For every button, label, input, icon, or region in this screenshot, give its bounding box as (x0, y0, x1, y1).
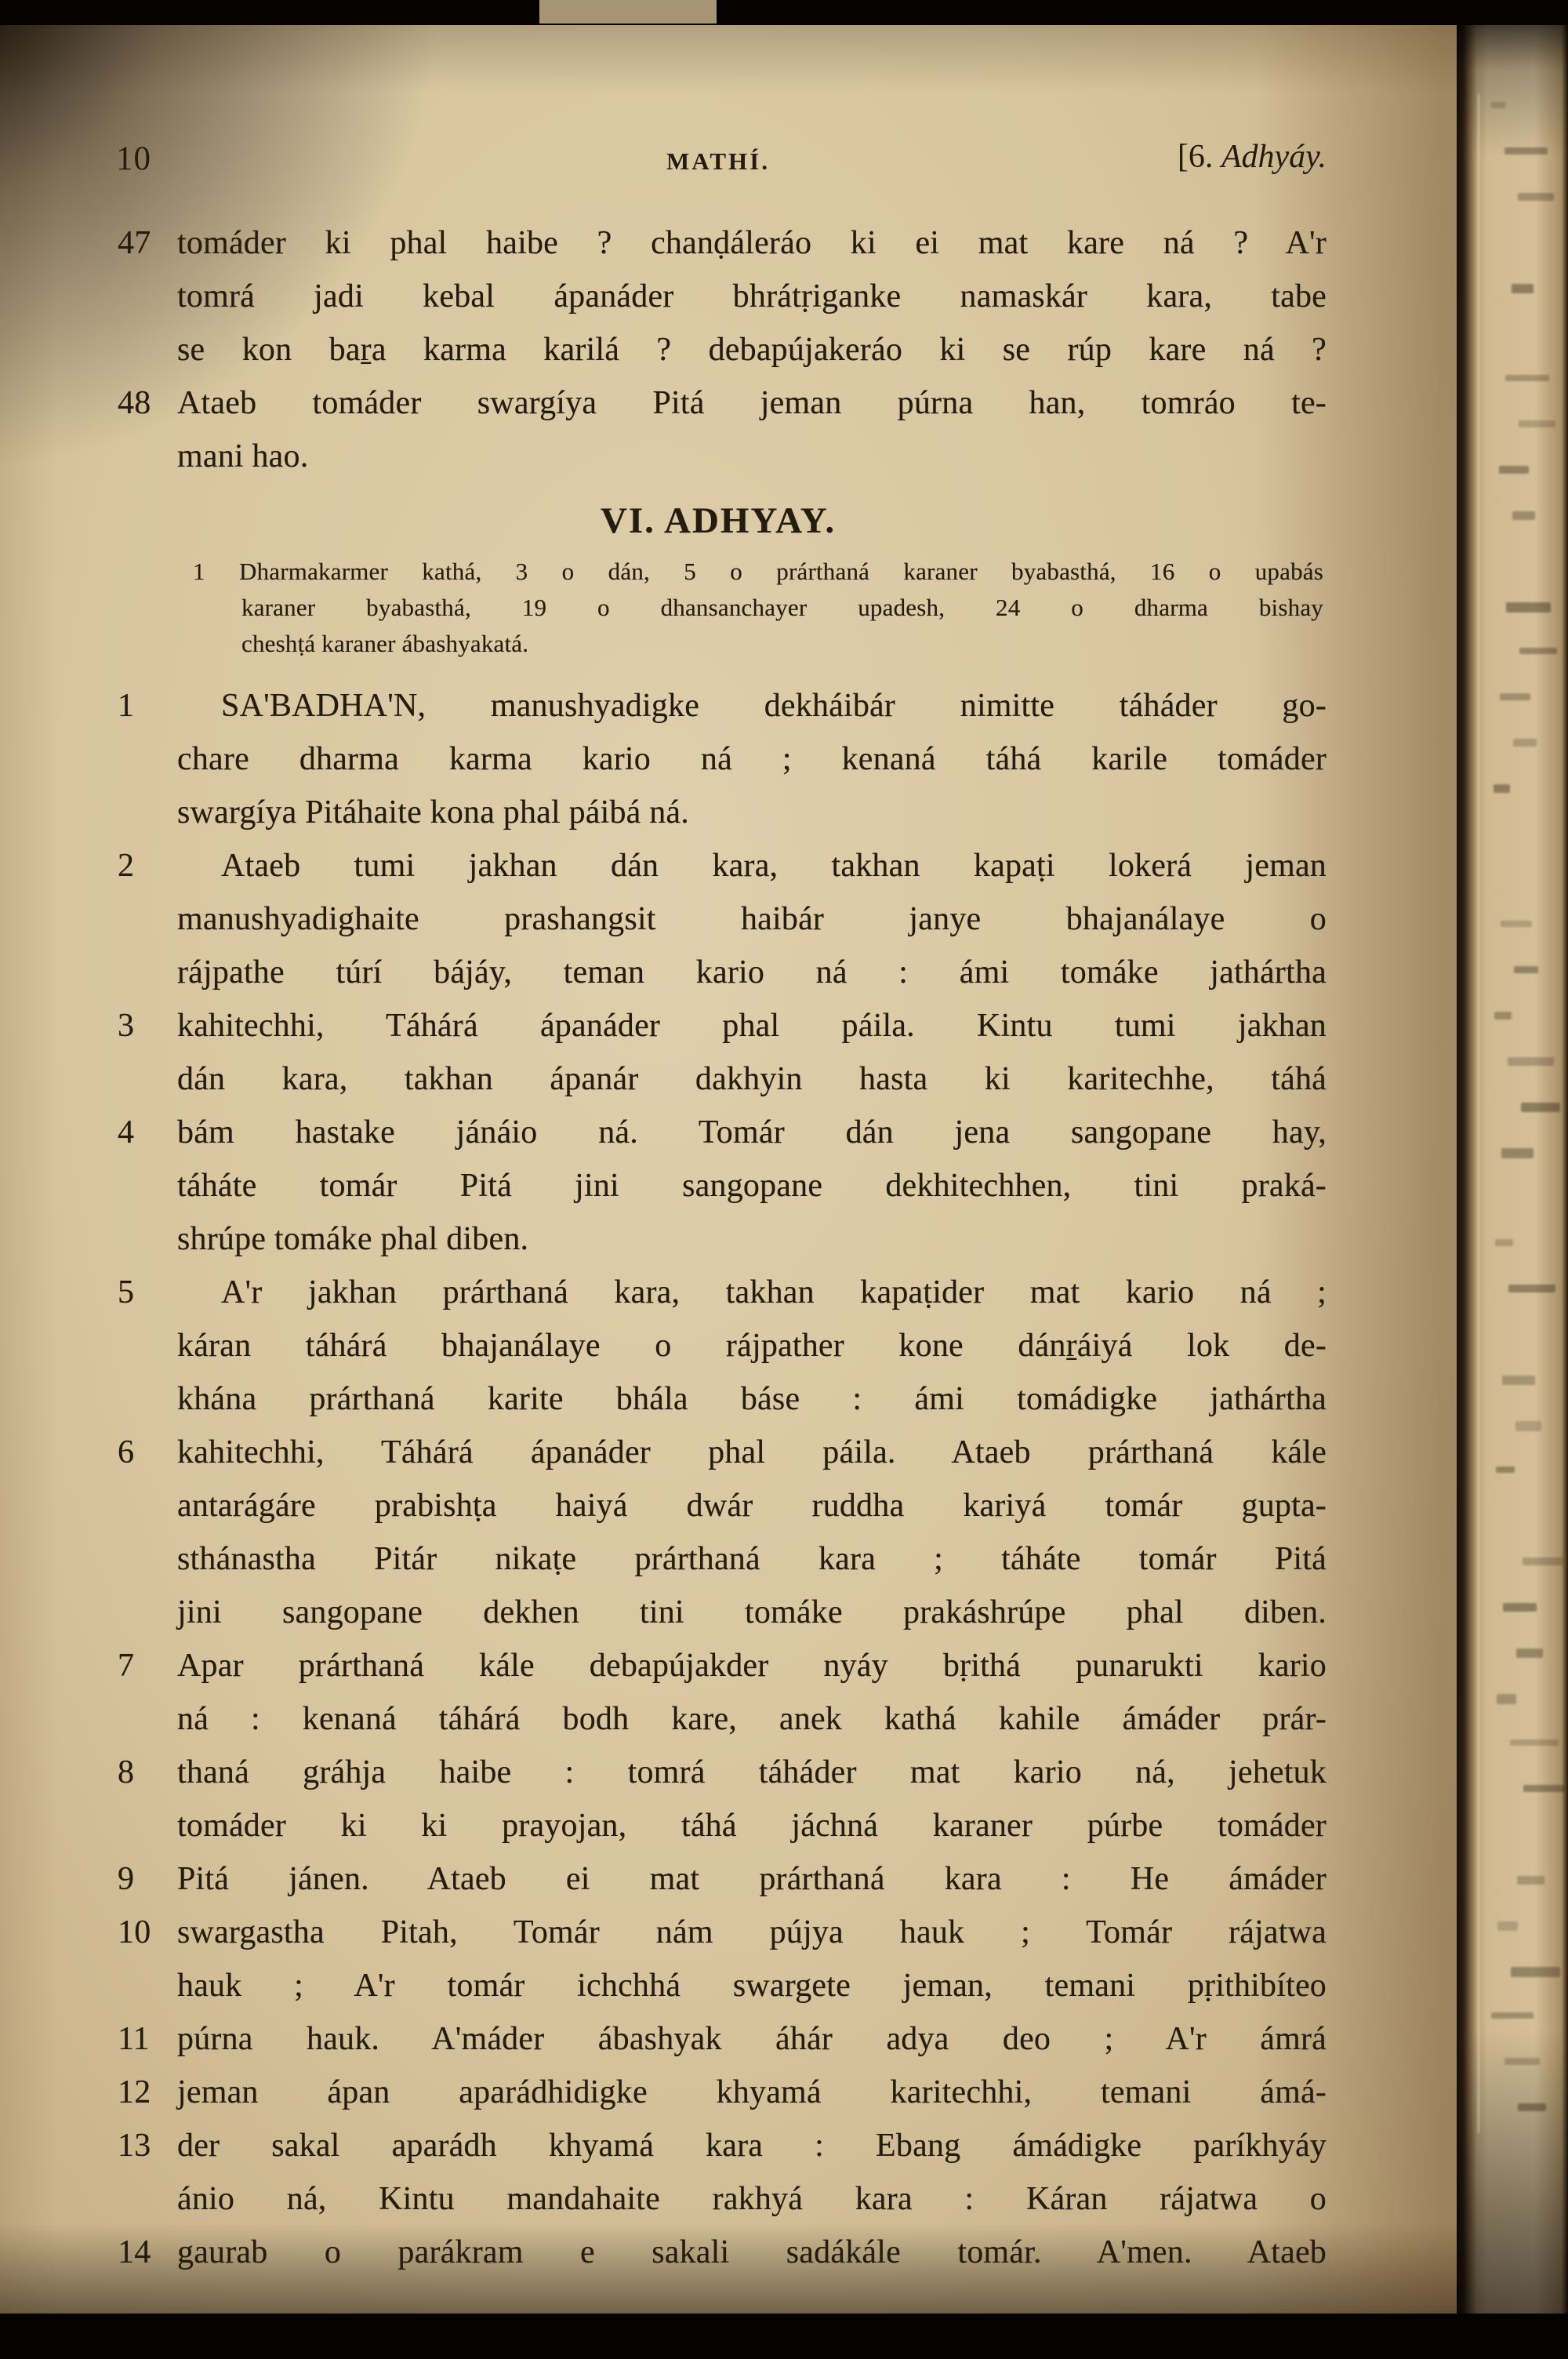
scan-top-bar (0, 0, 1568, 25)
book-page (0, 24, 1457, 2315)
verse-number: 7 (118, 1648, 135, 1684)
verse-text: mani hao. (177, 438, 309, 474)
verse-line (110, 1319, 1327, 1372)
edge-text-fragment (1495, 1239, 1513, 1246)
summary-line: cheshṭá karaner ábashyakatá. (241, 630, 529, 657)
edge-text-fragment (1494, 784, 1510, 793)
verse-text: shrúpe tomáke phal diben. (177, 1221, 529, 1257)
verse-text: chare dharma karma kario ná ; kenaná táhá karile tomáder (177, 741, 1327, 777)
verse-line (110, 786, 1327, 839)
edge-text-fragment (1504, 2058, 1540, 2065)
verse-number: 2 (118, 848, 135, 884)
verse-number (110, 1532, 177, 1586)
verse-line (110, 270, 1327, 323)
verse-text: jini sangopane dekhen tini tomáke prakáshrúpe phal diben. (177, 1594, 1327, 1630)
verse-line (110, 323, 1327, 376)
verse-line (110, 2066, 1327, 2119)
edge-text-fragment (1491, 2012, 1534, 2019)
summary-line: 1 Dharmakarmer kathá, 3 o dán, 5 o prárthaná karaner byabasthá, 16 o upabás (193, 558, 1323, 585)
verse-line (110, 1959, 1327, 2012)
verse-text: SA'BADHA'N, manushyadigke dekháibár nimitte táháder go- (221, 688, 1327, 724)
verse-number (110, 1052, 177, 1106)
verse-number: 5 (118, 1274, 135, 1310)
edge-text-fragment (1497, 1921, 1518, 1931)
verse-line (110, 1266, 1327, 1319)
edge-text-fragment (1519, 648, 1557, 654)
verse-line (110, 2172, 1327, 2226)
verse-number (110, 1586, 177, 1639)
edge-text-fragment (1511, 1967, 1560, 1977)
verse-text: jeman ápan aparádhidigke khyamá karitechhi, temani ámá- (177, 2074, 1327, 2110)
edge-text-fragment (1515, 1421, 1541, 1431)
verse-number: 9 (118, 1861, 135, 1897)
verse-line (110, 1746, 1327, 1799)
edge-text-fragment (1496, 1467, 1515, 1473)
edge-text-fragment (1521, 1103, 1560, 1112)
verse-number: 4 (118, 1114, 135, 1150)
verse-text: púrna hauk. A'máder ábashyak áhár adya deo ; A'r ámrá (177, 2021, 1327, 2057)
verse-number: 10 (118, 1914, 151, 1950)
edge-text-fragment (1501, 1148, 1534, 1158)
scan-bottom-bar (0, 2314, 1568, 2359)
verse-number: 14 (118, 2234, 151, 2270)
chapter-heading: VI. ADHYAY. (600, 500, 837, 541)
verse-number (110, 1479, 177, 1532)
verse-text: Ataeb tomáder swargíya Pitá jeman púrna han, tomráo te- (177, 385, 1327, 421)
edge-text-fragment (1513, 739, 1537, 747)
verse-number (110, 2172, 177, 2226)
page-edge-highlight (1478, 94, 1479, 2133)
edge-text-fragment (1497, 1694, 1516, 1704)
verse-line (110, 1426, 1327, 1479)
verse-line (110, 1906, 1327, 1959)
verse-line (110, 1106, 1327, 1159)
verse-line (110, 1852, 1327, 1906)
verse-text: Apar prárthaná kále debapújakder nyáy bṛithá punarukti kario (177, 1648, 1327, 1684)
verse-text: kahitechhi, Táhárá ápanáder phal páila. Kintu tumi jakhan (177, 1008, 1327, 1044)
verse-line (110, 1532, 1327, 1586)
edge-text-fragment (1523, 1558, 1563, 1565)
running-title: MATHÍ. (666, 147, 770, 175)
verse-number: 3 (118, 1008, 135, 1044)
verse-text: bám hastake jánáio ná. Tomár dán jena sangopane hay, (177, 1114, 1327, 1150)
verse-number: 48 (118, 385, 151, 421)
text-block (110, 216, 1327, 2279)
page-header (110, 138, 1327, 182)
edge-text-fragment (1510, 1739, 1559, 1746)
verse-number (110, 892, 177, 946)
verse-number (110, 1799, 177, 1852)
edge-text-fragment (1518, 2103, 1546, 2111)
verse-number: 11 (118, 2021, 150, 2057)
verse-text: der sakal aparádh khyamá kara : Ebang ámádigke paríkhyáy (177, 2128, 1327, 2164)
verse-text: kahitechhi, Táhárá ápanáder phal páila. Ataeb prárthaná kále (177, 1434, 1327, 1470)
edge-text-fragment (1514, 966, 1538, 973)
summary-line: karaner byabasthá, 19 o dhansanchayer upadesh, 24 o dharma bishay (241, 594, 1323, 621)
chapter-reference-prefix: [6. (1177, 139, 1221, 175)
verse-text: ánio ná, Kintu mandahaite rakhyá kara : Káran rájatwa o (177, 2181, 1327, 2217)
edge-text-fragment (1501, 921, 1532, 927)
edge-text-fragment (1523, 1785, 1565, 1792)
verse-number: 6 (118, 1434, 135, 1470)
edge-text-fragment (1491, 102, 1505, 108)
verse-number (110, 270, 177, 323)
edge-text-fragment (1506, 602, 1551, 612)
verse-line (110, 1639, 1327, 1692)
verse-line (110, 2012, 1327, 2066)
verse-line (110, 1372, 1327, 1426)
verse-text: manushyadighaite prashangsit haibár janye bhajanálaye o (177, 901, 1327, 937)
verse-number (110, 1159, 177, 1212)
verse-text: ná : kenaná táhárá bodh kare, anek kathá kahile ámáder prár- (177, 1701, 1327, 1737)
edge-text-fragment (1504, 147, 1548, 154)
verse-line (110, 839, 1327, 892)
verse-line (110, 999, 1327, 1052)
verse-text: A'r jakhan prárthaná kara, takhan kapaṭider mat kario ná ; (221, 1274, 1327, 1310)
verse-text: swargastha Pitah, Tomár nám pújya hauk ; Tomár rájatwa (177, 1914, 1327, 1950)
verse-line (110, 1479, 1327, 1532)
verse-line (110, 430, 1327, 483)
chapter-summary (110, 554, 1327, 662)
verse-number (110, 430, 177, 483)
verse-number (110, 323, 177, 376)
verse-text: tomáder ki ki prayojan, táhá jáchná karaner púrbe tomáder (177, 1808, 1327, 1844)
verse-text: gaurab o parákram e sakali sadákále tomár. A'men. Ataeb (177, 2234, 1327, 2270)
edge-text-fragment (1517, 1876, 1544, 1885)
chapter-reference (1178, 138, 1327, 176)
edge-text-fragment (1500, 693, 1530, 700)
verse-line (110, 892, 1327, 946)
edge-text-fragment (1508, 1057, 1554, 1066)
verse-line (110, 1212, 1327, 1266)
verse-text: Pitá jánen. Ataeb ei mat prárthaná kara : He ámáder (177, 1861, 1327, 1897)
verse-text: Ataeb tumi jakhan dán kara, takhan kapaṭi lokerá jeman (221, 848, 1327, 884)
verse-text: tomáder ki phal haibe ? chanḍáleráo ki ei mat kare ná ? A'r (177, 225, 1327, 261)
verse-line (110, 376, 1327, 430)
verse-text: rájpathe túrí bájáy, teman kario ná : ámi tomáke jathártha (177, 954, 1327, 990)
page-number: 10 (116, 140, 151, 177)
verse-line (110, 679, 1327, 732)
verse-line (110, 2226, 1327, 2279)
edge-text-fragment (1503, 1603, 1537, 1612)
scan-top-page-notch (539, 0, 717, 24)
verse-text: swargíya Pitáhaite kona phal páibá ná. (177, 794, 689, 831)
verse-number (110, 946, 177, 999)
verse-line (110, 1052, 1327, 1106)
verse-number (110, 1319, 177, 1372)
verse-line (110, 1799, 1327, 1852)
edge-text-fragment (1519, 420, 1555, 427)
verse-text: hauk ; A'r tomár ichchhá swargete jeman, temani pṛithibíteo (177, 1968, 1327, 2004)
edge-text-fragment (1499, 466, 1529, 474)
verse-text: antarágáre prabishṭa haiyá dwár ruddha kariyá tomár gupta- (177, 1488, 1327, 1524)
verse-text: dán kara, takhan ápanár dakhyin hasta ki karitechhe, táhá (177, 1061, 1327, 1097)
edge-text-fragment (1512, 511, 1535, 520)
verse-text: káran táhárá bhajanálaye o rájpather kone dánṟáiyá lok de- (177, 1328, 1327, 1364)
verse-text: thaná gráhja haibe : tomrá táháder mat kario ná, jehetuk (177, 1754, 1327, 1790)
verse-number: 47 (118, 225, 151, 261)
verse-number (110, 786, 177, 839)
verse-text: tomrá jadi kebal ápanáder bhrátṛiganke namaskár kara, tabe (177, 278, 1327, 314)
verse-text: khána prárthaná karite bhála báse : ámi tomádigke jathártha (177, 1381, 1327, 1417)
verse-line (110, 1692, 1327, 1746)
verse-line (110, 946, 1327, 999)
edge-text-fragment (1502, 1376, 1535, 1385)
verse-number: 1 (118, 688, 135, 724)
verse-text: táháte tomár Pitá jini sangopane dekhitechhen, tini praká- (177, 1168, 1327, 1204)
chapter-reference-name: Adhyáy. (1221, 139, 1327, 175)
verse-number (110, 1692, 177, 1746)
verse-text: se kon baṟa karma karilá ? debapújakeráo ki se rúp kare ná ? (177, 332, 1327, 368)
verse-line (110, 1586, 1327, 1639)
edge-text-fragment (1505, 375, 1549, 381)
verse-number (110, 732, 177, 786)
verse-number: 8 (118, 1754, 135, 1790)
verse-text: sthánastha Pitár nikaṭe prárthaná kara ; táháte tomár Pitá (177, 1541, 1327, 1577)
verse-line (110, 2119, 1327, 2172)
edge-text-fragment (1494, 1012, 1512, 1020)
edge-text-fragment (1508, 1285, 1555, 1292)
edge-text-fragment (1512, 284, 1534, 293)
verse-number (110, 1372, 177, 1426)
verse-number (110, 1959, 177, 2012)
adjacent-page-edge (1457, 0, 1568, 2359)
verse-line (110, 1159, 1327, 1212)
verse-line (110, 216, 1327, 270)
verse-number: 13 (118, 2128, 151, 2164)
verse-line (110, 732, 1327, 786)
verse-number: 12 (118, 2074, 151, 2110)
verse-number (110, 1212, 177, 1266)
edge-text-fragment (1516, 1648, 1543, 1658)
edge-text-fragment (1518, 193, 1554, 201)
